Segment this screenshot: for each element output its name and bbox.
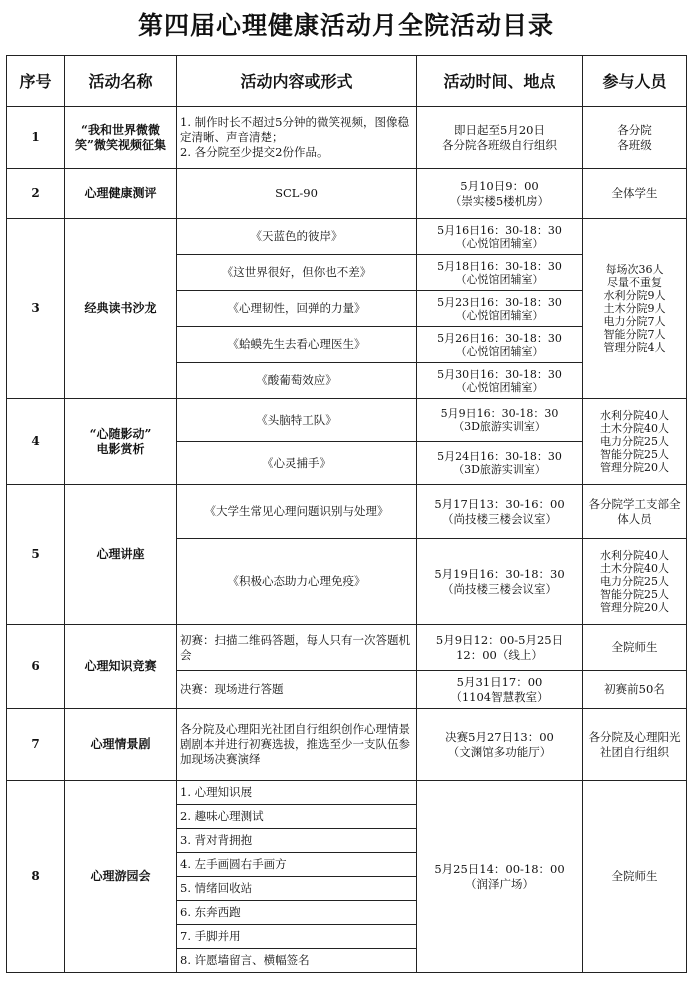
activity-time: 5月23日16：30-18：30 （心悦馆团辅室） <box>417 291 583 327</box>
activity-content: SCL-90 <box>177 169 417 219</box>
activity-name: 心理健康测评 <box>65 169 177 219</box>
list-item: 4. 左手画圆右手画方 <box>177 853 417 877</box>
document-title: 第四届心理健康活动月全院活动目录 <box>137 11 554 40</box>
table-row <box>7 107 687 169</box>
list-item: 3. 背对背拥抱 <box>177 829 417 853</box>
activity-time: 5月18日16：30-18：30 （心悦馆团辅室） <box>417 255 583 291</box>
activity-name: 心理情景剧 <box>65 709 177 781</box>
row-number: 4 <box>7 399 65 485</box>
activity-time: 5月24日16：30-18：30 （3D旅游实训室） <box>417 442 583 485</box>
activity-name: 心理讲座 <box>65 485 177 625</box>
activity-table <box>6 55 687 973</box>
row-number: 8 <box>7 781 65 973</box>
list-item: 6. 东奔西跑 <box>177 901 417 925</box>
list-item: 2. 趣味心理测试 <box>177 805 417 829</box>
activity-content: 《蛤蟆先生去看心理医生》 <box>177 327 417 363</box>
activity-time: 5月25日14：00-18：00 （润泽广场） <box>417 781 583 973</box>
activity-content: 《酸葡萄效应》 <box>177 363 417 399</box>
activity-content: 《这世界很好，但你也不差》 <box>177 255 417 291</box>
header-name: 活动名称 <box>65 56 177 107</box>
activity-people: 全体学生 <box>583 169 687 219</box>
header-time: 活动时间、地点 <box>417 56 583 107</box>
activity-content: 《头脑特工队》 <box>177 399 417 442</box>
activity-content: 《天蓝色的彼岸》 <box>177 219 417 255</box>
activity-content: 《大学生常见心理问题识别与处理》 <box>177 485 417 539</box>
activity-people: 全院师生 <box>583 781 687 973</box>
list-item: 7. 手脚并用 <box>177 925 417 949</box>
header-content: 活动内容或形式 <box>177 56 417 107</box>
activity-content: 决赛：现场进行答题 <box>177 671 417 709</box>
activity-people: 每场次36人 尽量不重复 水利分院9人 土木分院9人 电力分院7人 智能分院7人 管理分院4人 <box>583 219 687 399</box>
list-item: 8. 许愿墙留言、横幅签名 <box>177 949 417 973</box>
activity-people: 各分院 各班级 <box>583 107 687 169</box>
activity-time: 5月17日13：30-16：00 （尚技楼三楼会议室） <box>417 485 583 539</box>
activity-content: 1. 制作时长不超过5分钟的微笑视频，图像稳定清晰、声音清楚； 2. 各分院至少提交2份作品。 <box>177 107 417 169</box>
activity-time: 5月9日12：00-5月25日 12：00（线上） <box>417 625 583 671</box>
table-row <box>7 399 687 442</box>
activity-people: 全院师生 <box>583 625 687 671</box>
activity-people: 各分院及心理阳光社团自行组织 <box>583 709 687 781</box>
activity-time: 5月16日16：30-18：30 （心悦馆团辅室） <box>417 219 583 255</box>
activity-content: 《心灵捕手》 <box>177 442 417 485</box>
table-row <box>7 781 687 805</box>
activity-people: 初赛前50名 <box>583 671 687 709</box>
activity-content: 《积极心态助力心理免疫》 <box>177 539 417 625</box>
activity-time: 5月9日16：30-18：30 （3D旅游实训室） <box>417 399 583 442</box>
activity-people: 水利分院40人 土木分院40人 电力分院25人 智能分院25人 管理分院20人 <box>583 539 687 625</box>
activity-content: 各分院及心理阳光社团自行组织创作心理情景剧剧本并进行初赛选拔，推选至少一支队伍参加现场决赛演绎 <box>177 709 417 781</box>
activity-time: 5月19日16：30-18：30 （尚技楼三楼会议室） <box>417 539 583 625</box>
activity-time: 5月26日16：30-18：30 （心悦馆团辅室） <box>417 327 583 363</box>
row-number: 2 <box>7 169 65 219</box>
activity-time: 5月30日16：30-18：30 （心悦馆团辅室） <box>417 363 583 399</box>
activity-time: 5月31日17：00 （1104智慧教室） <box>417 671 583 709</box>
table-row <box>7 709 687 781</box>
row-number: 6 <box>7 625 65 709</box>
activity-name: 心理知识竞赛 <box>65 625 177 709</box>
activity-name: “心随影动” 电影赏析 <box>65 399 177 485</box>
header-people: 参与人员 <box>583 56 687 107</box>
activity-time: 即日起至5月20日 各分院各班级自行组织 <box>417 107 583 169</box>
table-row <box>7 485 687 539</box>
table-row <box>7 625 687 671</box>
list-item: 5. 情绪回收站 <box>177 877 417 901</box>
row-number: 1 <box>7 107 65 169</box>
activity-people: 水利分院40人 土木分院40人 电力分院25人 智能分院25人 管理分院20人 <box>583 399 687 485</box>
table-row <box>7 169 687 219</box>
activity-content: 初赛：扫描二维码答题，每人只有一次答题机会 <box>177 625 417 671</box>
activity-time: 5月10日9：00 （崇实楼5楼机房） <box>417 169 583 219</box>
activity-content: 《心理韧性，回弹的力量》 <box>177 291 417 327</box>
header-num: 序号 <box>7 56 65 107</box>
table-row <box>7 219 687 255</box>
row-number: 5 <box>7 485 65 625</box>
row-number: 3 <box>7 219 65 399</box>
header-row <box>7 56 687 107</box>
list-item: 1. 心理知识展 <box>177 781 417 805</box>
activity-time: 决赛5月27日13：00 （文渊馆多功能厅） <box>417 709 583 781</box>
activity-people: 各分院学工支部全体人员 <box>583 485 687 539</box>
activity-name: 经典读书沙龙 <box>65 219 177 399</box>
activity-name: 心理游园会 <box>65 781 177 973</box>
row-number: 7 <box>7 709 65 781</box>
activity-name: “我和世界微微笑”微笑视频征集 <box>65 107 177 169</box>
